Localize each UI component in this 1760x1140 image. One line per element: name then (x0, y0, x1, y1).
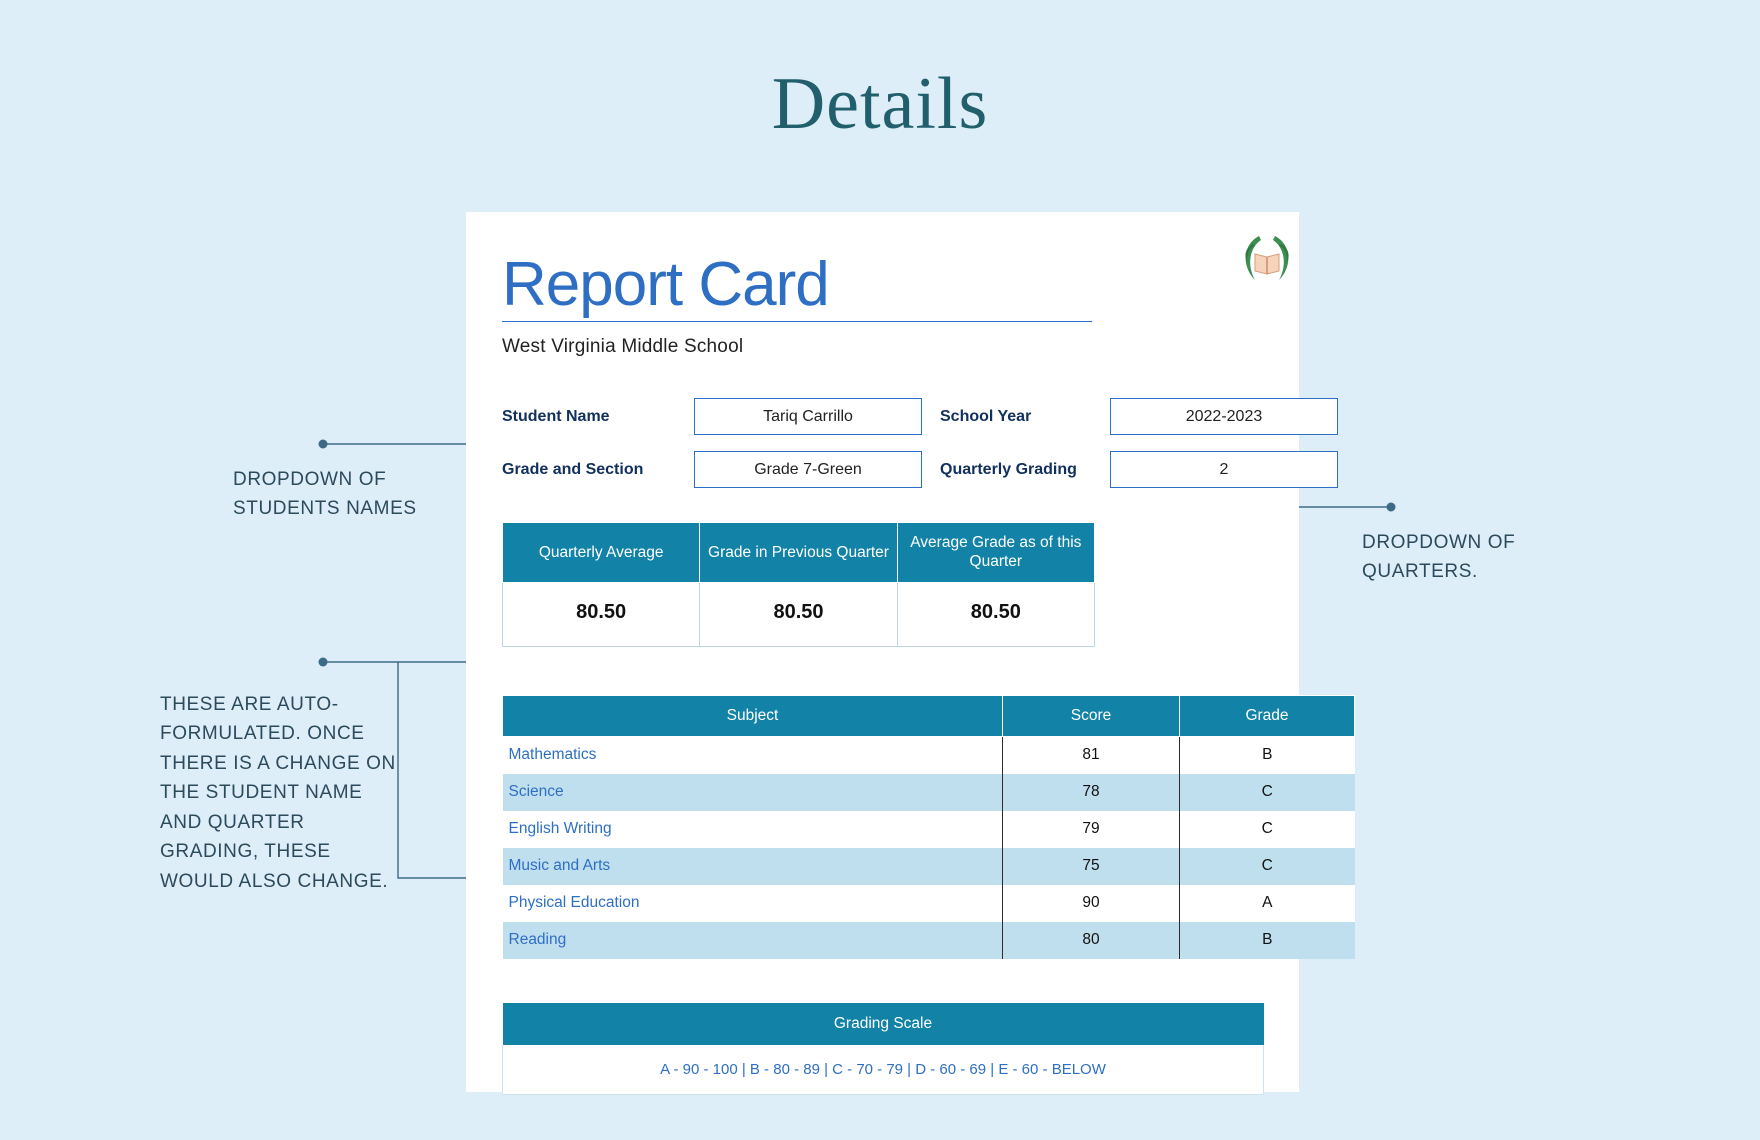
subject-score: 79 (1003, 811, 1180, 848)
subject-score: 75 (1003, 848, 1180, 885)
grading-scale-header-row (503, 1003, 1264, 1045)
subject-name: Science (503, 774, 1003, 811)
grading-scale-table (502, 1003, 1264, 1095)
subject-score: 90 (1003, 885, 1180, 922)
grading-scale-row (503, 1045, 1264, 1095)
subjects-header-score: Score (1003, 695, 1180, 736)
document-header (502, 252, 1092, 322)
table-row (503, 848, 1355, 885)
field-row-1 (502, 398, 1262, 435)
grade-section-label: Grade and Section (502, 460, 644, 478)
quarterly-grading-label: Quarterly Grading (940, 460, 1077, 478)
table-row (503, 885, 1355, 922)
previous-quarter-value: 80.50 (700, 582, 897, 646)
subject-name: Music and Arts (503, 848, 1003, 885)
annotation-quarters-dropdown: DROPDOWN OF QUARTERS. (1362, 532, 1516, 583)
averages-header-cell: Average Grade as of this Quarter (897, 523, 1094, 583)
field-row-2 (502, 451, 1262, 488)
report-card-document (466, 212, 1299, 1092)
table-row (503, 811, 1355, 848)
document-title: Report Card (502, 250, 829, 319)
annotation-students-dropdown: DROPDOWN OF STUDENTS NAMES (233, 469, 417, 520)
grading-scale-header: Grading Scale (503, 1003, 1264, 1045)
subject-name: Mathematics (503, 736, 1003, 774)
subject-name: Reading (503, 922, 1003, 959)
average-this-quarter-value: 80.50 (897, 582, 1094, 646)
subject-grade: C (1180, 774, 1355, 811)
grading-scale-text: A - 90 - 100 | B - 80 - 89 | C - 70 - 79 | D - 60 - 69 | E - 60 - BELOW (503, 1045, 1264, 1095)
subject-name: English Writing (503, 811, 1003, 848)
annotation-auto-formulated: THESE ARE AUTO-FORMULATED. ONCE THERE IS A CHANGE ON THE STUDENT NAME AND QUARTER GRADING, THESE WOULD ALSO CHANGE. (160, 694, 396, 892)
averages-table (502, 522, 1095, 647)
subjects-header-grade: Grade (1180, 695, 1355, 736)
school-year-label: School Year (940, 407, 1032, 425)
averages-header-row (503, 523, 1095, 583)
student-name-dropdown[interactable]: Tariq Carrillo (694, 398, 922, 435)
subject-score: 78 (1003, 774, 1180, 811)
subjects-header-subject: Subject (503, 695, 1003, 736)
subject-grade: A (1180, 885, 1355, 922)
table-row (503, 736, 1355, 774)
averages-value-row (503, 582, 1095, 646)
subject-score: 80 (1003, 922, 1180, 959)
student-info-fields (502, 398, 1262, 488)
subject-grade: B (1180, 736, 1355, 774)
subject-grade: C (1180, 811, 1355, 848)
subject-score: 81 (1003, 736, 1180, 774)
table-row (503, 922, 1355, 959)
subject-name: Physical Education (503, 885, 1003, 922)
page-title: Details (771, 63, 989, 145)
subject-grade: C (1180, 848, 1355, 885)
subject-grade: B (1180, 922, 1355, 959)
quarterly-average-value: 80.50 (503, 582, 700, 646)
subjects-header-row (503, 695, 1355, 736)
subjects-table (502, 695, 1355, 959)
grade-section-input[interactable]: Grade 7-Green (694, 451, 922, 488)
school-year-input[interactable]: 2022-2023 (1110, 398, 1338, 435)
student-name-label: Student Name (502, 407, 610, 425)
table-row (503, 774, 1355, 811)
averages-header-cell: Grade in Previous Quarter (700, 523, 897, 583)
laurel-book-icon (1229, 222, 1305, 298)
school-name: West Virginia Middle School (502, 336, 744, 358)
quarterly-grading-dropdown[interactable]: 2 (1110, 451, 1338, 488)
averages-header-cell: Quarterly Average (503, 523, 700, 583)
